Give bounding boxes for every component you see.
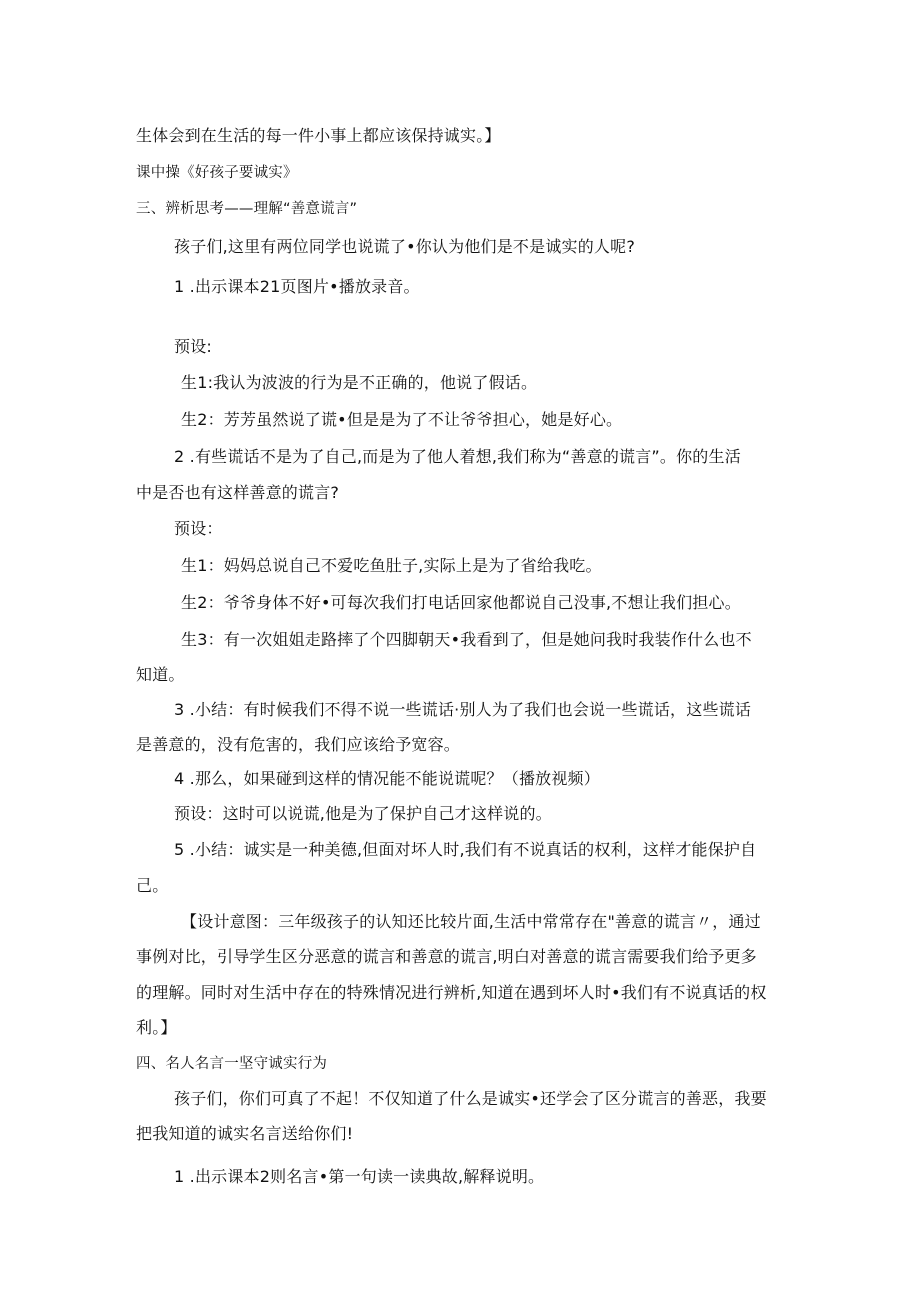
text-line: 孩子们，你们可真了不起！不仅知道了什么是诚实•还学会了区分谎言的善恶，我要	[174, 1089, 767, 1108]
text-line: 知道。	[136, 665, 185, 684]
text-line: 2 .有些谎话不是为了自己,而是为了他人着想,我们称为“善意的谎言”。你的生活	[174, 447, 741, 466]
text-line: 生2：芳芳虽然说了谎•但是是为了不让爷爷担心，她是好心。	[181, 410, 623, 429]
text-line: 4 .那么，如果碰到这样的情况能不能说谎呢？（播放视频）	[174, 769, 600, 788]
text-line: 的理解。同时对生活中存在的特殊情况进行辨析,知道在遇到坏人时•我们有不说真话的权	[136, 983, 767, 1002]
text-line: 【设计意图：三年级孩子的认知还比较片面,生活中常常存在"善意的谎言〃，通过	[181, 912, 761, 931]
text-line: 是善意的，没有危害的，我们应该给予宽容。	[136, 735, 461, 754]
text-line: 预设：	[174, 519, 223, 538]
text-line: 生3：有一次姐姐走路摔了个四脚朝天•我看到了，但是她问我时我装作什么也不	[181, 630, 752, 649]
text-line: 孩子们,这里有两位同学也说谎了•你认为他们是不是诚实的人呢?	[174, 237, 636, 256]
text-line: 1 .出示课本21页图片•播放录音。	[174, 277, 420, 296]
text-line: 5 .小结：诚实是一种美德,但面对坏人时,我们有不说真话的权利，这样才能保护自	[174, 840, 757, 859]
text-line: 生2：爷爷身体不好•可每次我们打电话回家他都说自己没事,不想让我们担心。	[181, 593, 741, 612]
section-heading: 课中操《好孩子要诚实》	[136, 165, 298, 181]
text-line: 3 .小结：有时候我们不得不说一些谎话·别人为了我们也会说一些谎话，这些谎话	[174, 700, 752, 719]
section-heading: 三、辨析思考——理解“善意谎言”	[136, 201, 358, 217]
text-line: 生体会到在生活的每一件小事上都应该保持诚实。】	[136, 126, 501, 145]
text-line: 中是否也有这样善意的谎言?	[136, 483, 340, 502]
text-line: 预设：这时可以说谎,他是为了保护自己才这样说的。	[174, 804, 552, 823]
text-line: 利。】	[136, 1018, 177, 1037]
text-line: 预设:	[174, 337, 212, 356]
section-heading: 四、名人名言一坚守诚实行为	[136, 1056, 328, 1072]
text-line: 事例对比，引导学生区分恶意的谎言和善意的谎言,明白对善意的谎言需要我们给予更多	[136, 947, 757, 966]
text-line: 把我知道的诚实名言送给你们!	[136, 1124, 354, 1143]
text-line: 生1:我认为波波的行为是不正确的，他说了假话。	[181, 373, 538, 392]
text-line: 生1：妈妈总说自己不爱吃鱼肚子,实际上是为了省给我吃。	[181, 556, 602, 575]
text-line: 己。	[136, 876, 169, 895]
text-line: 1 .出示课本2则名言•第一句读一读典故,解释说明。	[174, 1167, 545, 1186]
